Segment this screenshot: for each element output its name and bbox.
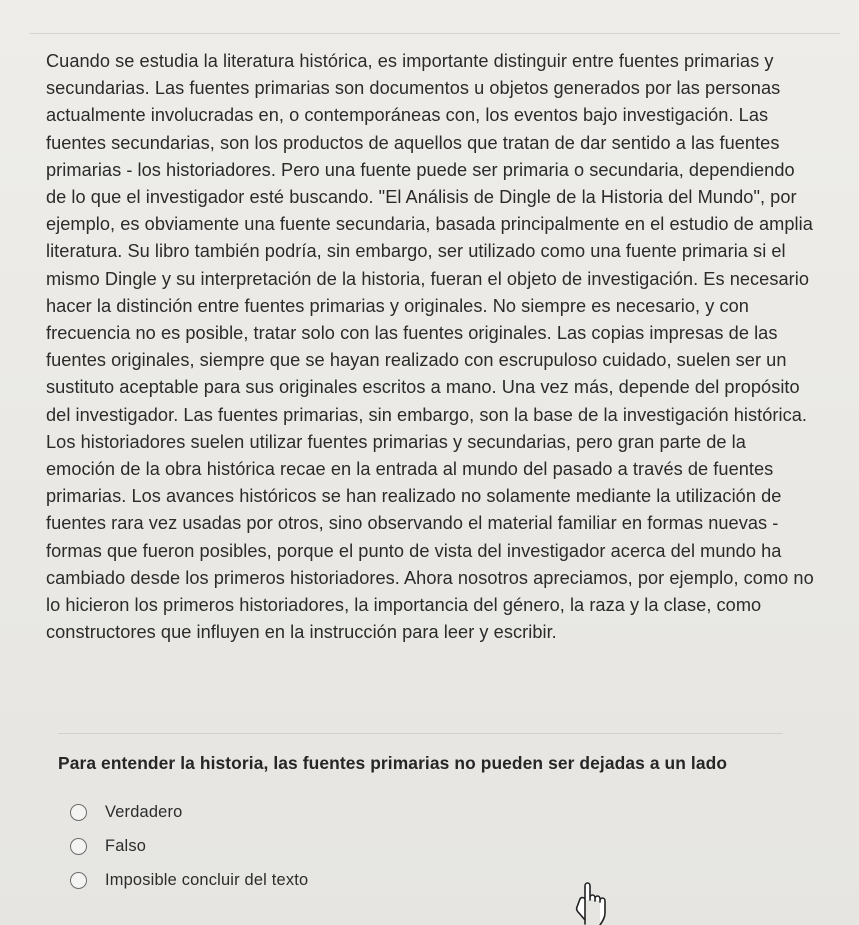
hand-pointer-icon	[574, 880, 608, 925]
option-label: Falso	[105, 836, 147, 855]
radio-unchecked-icon[interactable]	[70, 838, 87, 855]
radio-unchecked-icon[interactable]	[70, 804, 87, 821]
question-prompt: Para entender la historia, las fuentes primarias no pueden ser dejadas a un lado	[58, 753, 728, 773]
section-divider	[58, 733, 783, 734]
top-divider	[30, 33, 840, 34]
reading-passage: Cuando se estudia la literatura histórica, es importante distinguir entre fuentes primarias y secundarias. Las fuentes primarias son documentos u objetos generados por las personas actualmente involucradas en, o contemporáneas con, los eventos bajo investigación. Las fuentes secundarias, son los productos de aquellos que tratan de dar sentido a las fuentes primarias - los historiadores. Pero una fuente puede ser primaria o secundaria, dependiendo de lo que el investigador esté buscando. "El Análisis de Dingle de la Historia del Mundo", por ejemplo, es obviamente una fuente secundaria, basada principalmente en el estudio de amplia literatura. Su libro también podría, sin embargo, ser utilizado como una fuente primaria si el mismo Dingle y su interpretación de la historia, fueran el objeto de investigación. Es necesario hacer la distinción entre fuentes primarias y originales. No siempre es necesario, y con frecuencia no es posible, tratar solo con las fuentes originales. Las copias impresas de las fuentes originales, siempre que se hayan realizado con escrupuloso cuidado, suelen ser un sustituto aceptable para sus originales escritos a mano. Una vez más, depende del propósito del investigador. Las fuentes primarias, sin embargo, son la base de la investigación histórica. Los historiadores suelen utilizar fuentes primarias y secundarias, pero gran parte de la emoción de la obra histórica recae en la entrada al mundo del pasado a través de fuentes primarias. Los avances históricos se han realizado no solamente mediante la utilización de fuentes rara vez usadas por otros, sino observando el material familiar en formas nuevas - formas que fueron posibles, porque el punto de vista del investigador acerca del mundo ha cambiado desde los primeros historiadores. Ahora nosotros apreciamos, por ejemplo, como no lo hicieron los primeros historiadores, la importancia del género, la raza y la clase, como constructores que influyen en la instrucción para leer y escribir.	[46, 51, 814, 643]
option-falso[interactable]	[70, 829, 670, 863]
option-label: Imposible concluir del texto	[105, 870, 309, 889]
option-label: Verdadero	[105, 802, 183, 821]
option-verdadero[interactable]	[70, 795, 670, 829]
radio-unchecked-icon[interactable]	[70, 872, 87, 889]
